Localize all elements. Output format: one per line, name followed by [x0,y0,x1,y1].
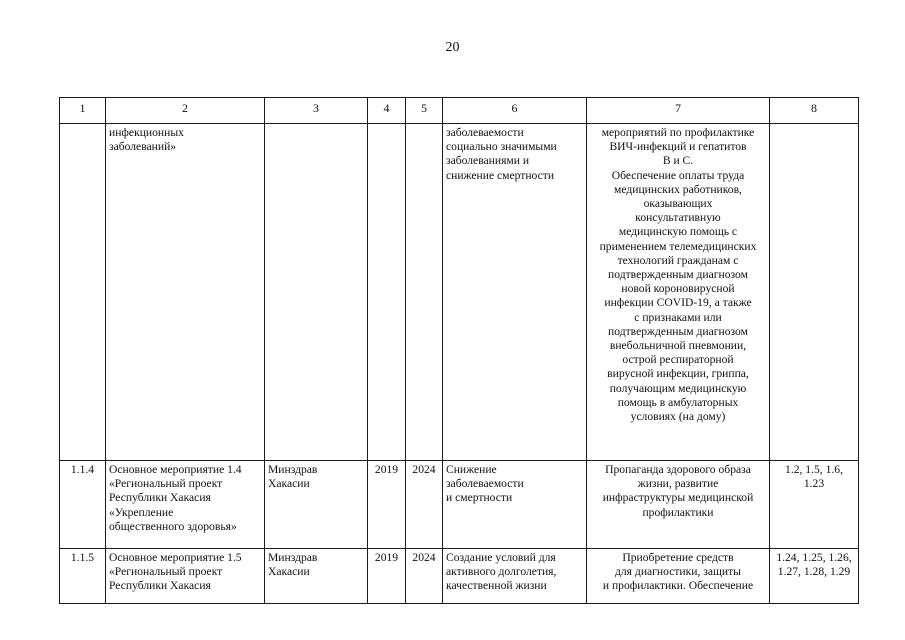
responsible-executor [265,124,368,461]
header-cell-5: 5 [406,98,443,124]
header-cell-8: 8 [770,98,859,124]
main-directions: Приобретение средств для диагностики, защиты и профилактики. Обеспечение [587,549,770,604]
expected-result: заболеваемости социально значимыми заболеваниями и снижение смертности [443,124,587,461]
expected-result: Снижение заболеваемости и смертности [443,461,587,549]
header-cell-4: 4 [368,98,406,124]
measure-name: инфекционных заболеваний» [106,124,265,461]
table-row [60,124,859,461]
start-year [368,124,406,461]
header-cell-7: 7 [587,98,770,124]
main-directions: мероприятий по профилактике ВИЧ-инфекций и гепатитов В и С. Обеспечение оплаты труда медицинских работников, оказывающих консультативную медицинскую помощь с применением телемедицинских технологий гражданам с подтвержденным диагнозом новой короновирусной инфекции COVID-19, а также с признаками или подтвержденным диагнозом внебольничной пневмонии, острой респираторной вирусной инфекции, гриппа, получающим медицинскую помощь в амбулаторных условиях (на дому) [587,124,770,461]
start-year: 2019 [368,549,406,604]
row-number: 1.1.5 [60,549,106,604]
end-year: 2024 [406,461,443,549]
measure-name: Основное мероприятие 1.4 «Региональный проект Республики Хакасия «Укрепление общественного здоровья» [106,461,265,549]
end-year [406,124,443,461]
header-cell-6: 6 [443,98,587,124]
row-number [60,124,106,461]
indicator-links [770,124,859,461]
table-row [60,461,859,549]
program-table [59,97,859,604]
measure-name: Основное мероприятие 1.5 «Региональный проект Республики Хакасия [106,549,265,604]
indicator-links: 1.2, 1.5, 1.6, 1.23 [770,461,859,549]
table-row [60,549,859,604]
start-year: 2019 [368,461,406,549]
main-directions: Пропаганда здорового образа жизни, развитие инфраструктуры медицинской профилактики [587,461,770,549]
header-cell-3: 3 [265,98,368,124]
page-number: 20 [445,40,460,55]
header-row [60,98,859,124]
responsible-executor: Минздрав Хакасии [265,549,368,604]
row-number: 1.1.4 [60,461,106,549]
header-cell-2: 2 [106,98,265,124]
indicator-links: 1.24, 1.25, 1.26, 1.27, 1.28, 1.29 [770,549,859,604]
responsible-executor: Минздрав Хакасии [265,461,368,549]
expected-result: Создание условий для активного долголетия, качественной жизни [443,549,587,604]
header-cell-1: 1 [60,98,106,124]
end-year: 2024 [406,549,443,604]
